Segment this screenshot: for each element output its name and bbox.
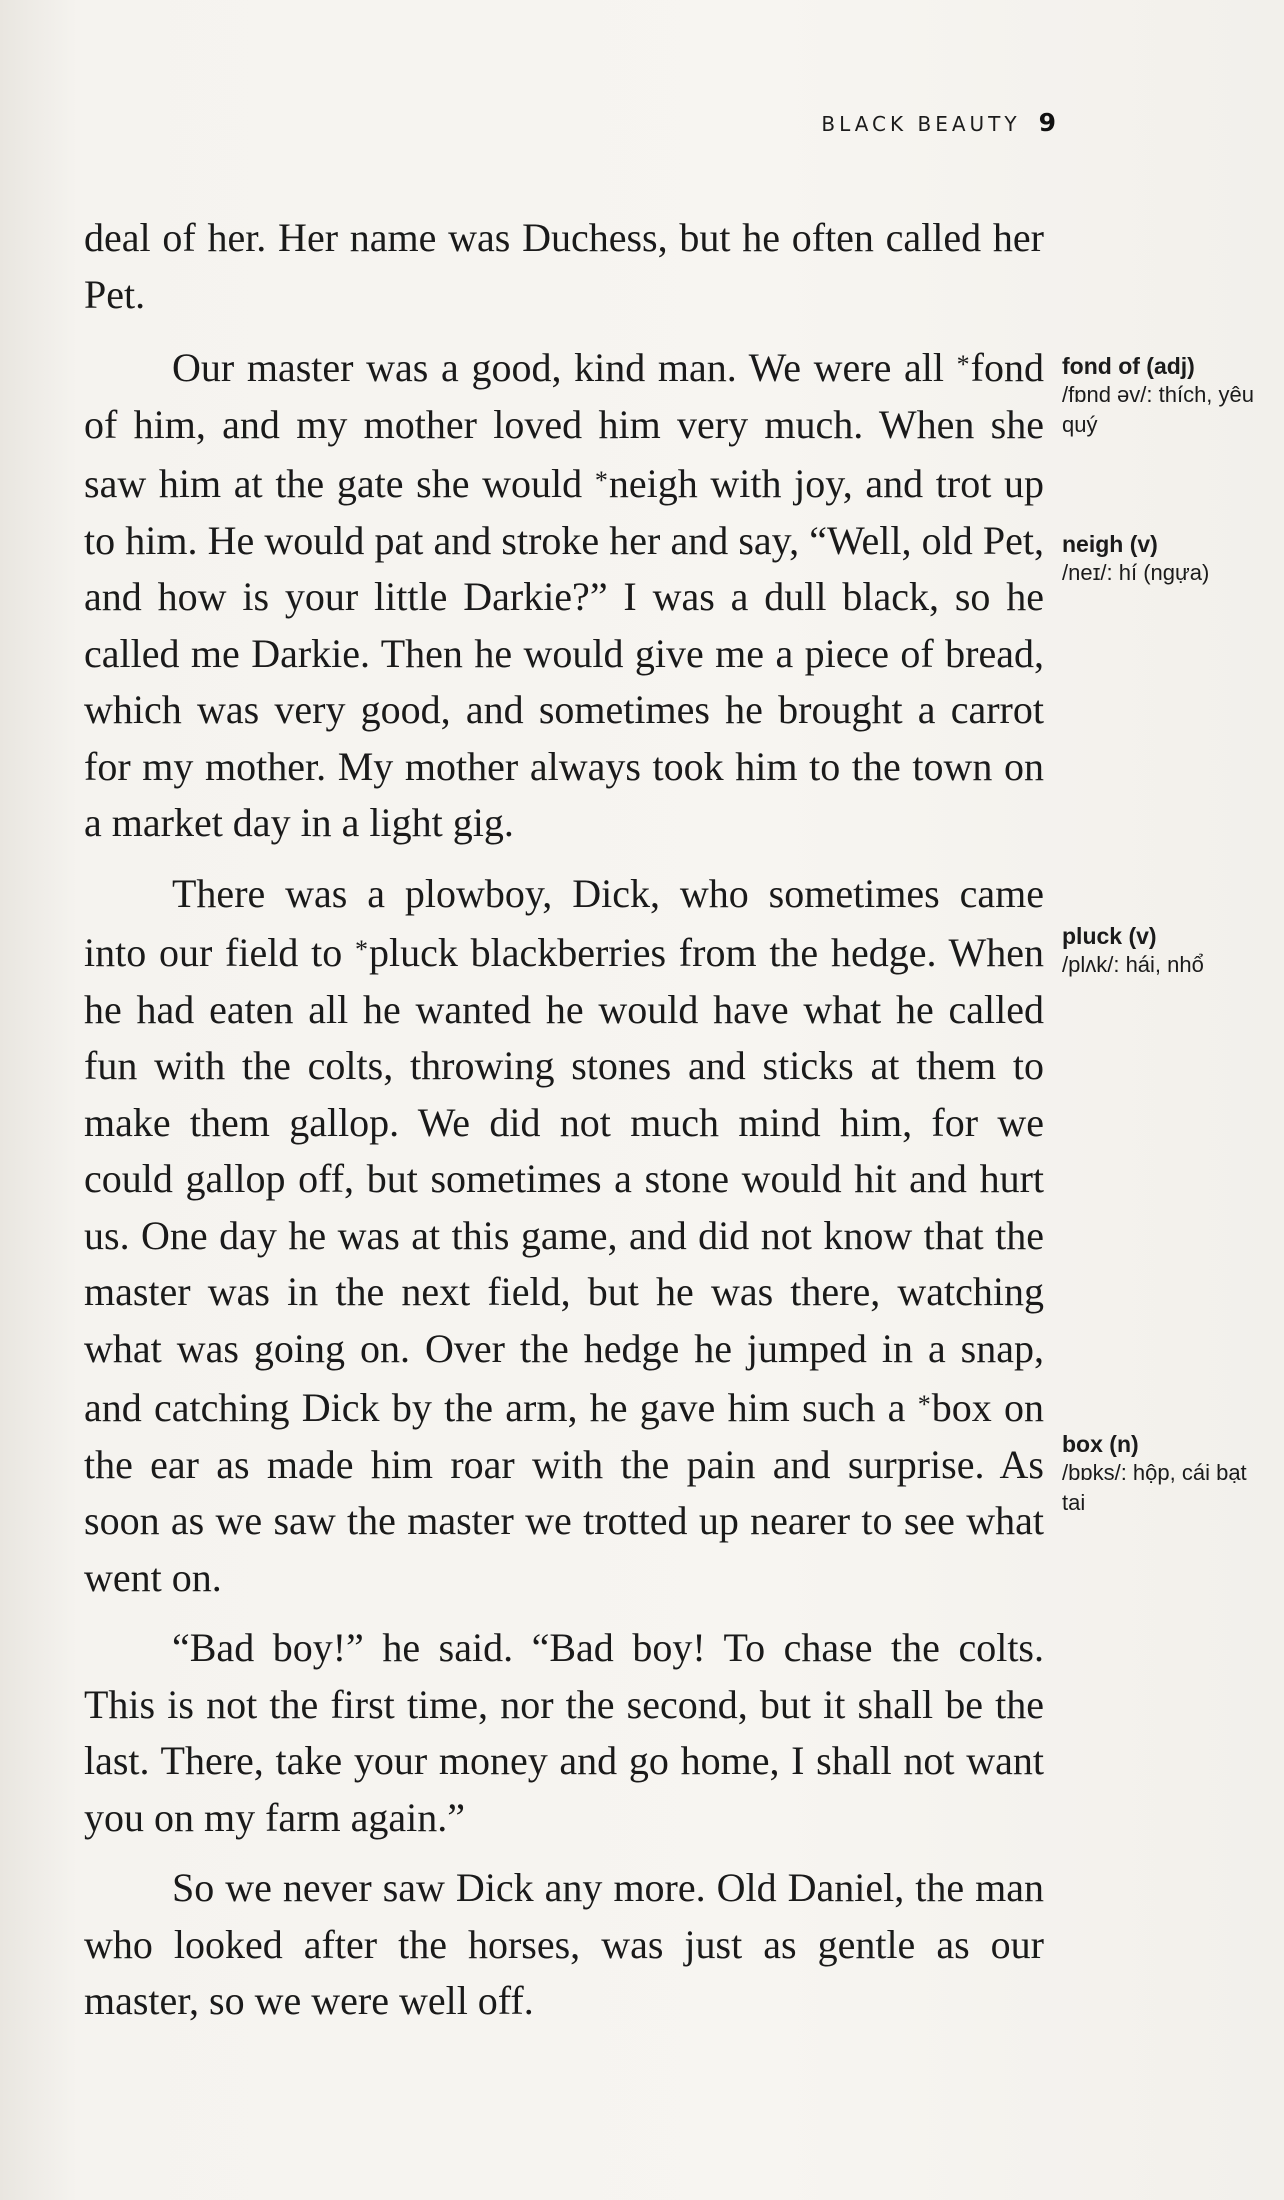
paragraph-text: So we never saw Dick any more. Old Daniel, the man who looked after the horses, was just as gentle as our master, so we were well off. [84, 1865, 1044, 2023]
glossary-definition: /fɒnd əv/: thích, yêu quý [1062, 382, 1255, 437]
glossary-entry-pluck [1062, 922, 1262, 980]
glossary-term: fond of (adj) [1062, 353, 1195, 379]
paragraph-text: deal of her. Her name was Duchess, but he often called her Pet. [84, 215, 1044, 317]
glossary-marker: * [354, 935, 368, 964]
paragraph-5 [84, 1860, 1044, 2030]
paragraph-2 [84, 337, 1044, 852]
glossary-entry-box [1062, 1430, 1262, 1518]
glossary-marker: * [594, 466, 608, 495]
body-text [84, 210, 1044, 2030]
running-title: BLACK BEAUTY [821, 112, 1021, 136]
glossary-entry-neigh [1062, 530, 1262, 588]
page-number: 9 [1038, 108, 1056, 137]
running-header [821, 108, 1056, 137]
paragraph-text: box on the ear as made him roar with the pain and surprise. As soon as we saw the master we trotted up nearer to see what went on. [84, 1385, 1044, 1600]
glossary-term: neigh (v) [1062, 531, 1158, 557]
paragraph-text: pluck blackberries from the hedge. When he had eaten all he wanted he would have what he called fun with the colts, throwing stones and sticks at them to make them gallop. We did not much mind him, for we could gallop off, but sometimes a stone would hit and hurt us. One day he was at this game, and did not know that the master was in the next field, but he was there, watching what was going on. Over the hedge he jumped in a snap, and catching Dick by the arm, he gave him such a [84, 930, 1044, 1430]
paragraph-text: fond of him, and my mother loved him very much. When she saw him at the gate she would [84, 345, 1044, 506]
paragraph-text: Our master was a good, kind man. We were all [172, 345, 957, 390]
paragraph-text: “Bad boy!” he said. “Bad boy! To chase the colts. This is not the first time, nor the second, but it shall be the last. There, take your money and go home, I shall not want you on my farm again.” [84, 1625, 1044, 1840]
paragraph-3 [84, 866, 1044, 1607]
glossary-definition: /neɪ/: hí (ngựa) [1062, 560, 1210, 585]
glossary-term: box (n) [1062, 1431, 1139, 1457]
glossary-definition: /bɒks/: hộp, cái bạt tai [1062, 1460, 1247, 1515]
glossary-marker: * [956, 350, 970, 379]
paragraph-text: neigh with joy, and trot up to him. He would pat and stroke her and say, “Well, old Pet, and how is your little Darkie?” I was a dull black, so he called me Darkie. Then he would give me a piece of bread, which was very good, and sometimes he brought a carrot for my mother. My mother always took him to the town on a market day in a light gig. [84, 461, 1045, 845]
paragraph-1 [84, 210, 1044, 323]
glossary-definition: /plʌk/: hái, nhổ [1062, 952, 1204, 977]
paragraph-text: There was a plowboy, Dick, who sometimes came into our field to [84, 870, 1044, 975]
paragraph-4 [84, 1620, 1044, 1846]
glossary-entry-fond [1062, 352, 1262, 440]
glossary-term: pluck (v) [1062, 923, 1157, 949]
glossary-marker: * [917, 1390, 931, 1419]
